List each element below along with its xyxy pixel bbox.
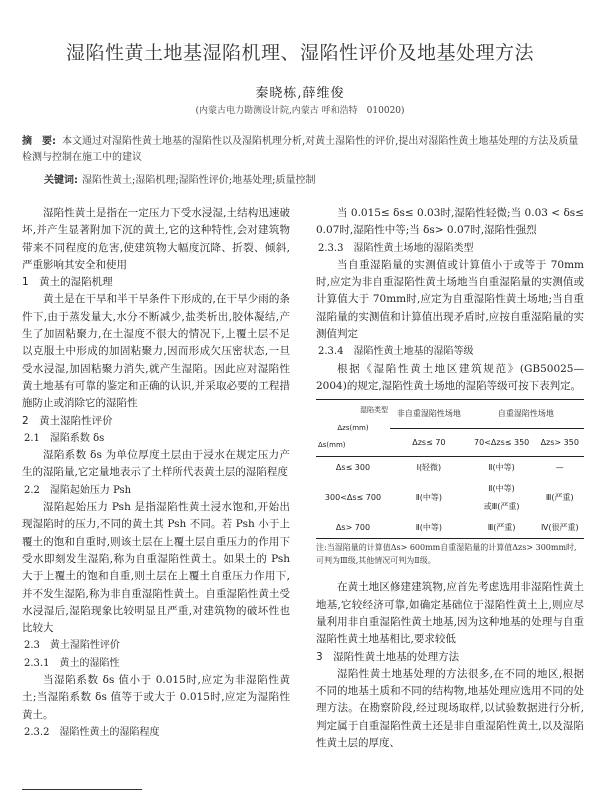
section-2-3-2-heading: 2.3.2 湿陷性黄土的湿陷程度: [24, 726, 160, 738]
section-1-paragraph: 黄土是在干旱和半干旱条件下形成的,在干旱少雨的条件下,由于蒸发量大,水分不断减少,盐类析出,胶体凝结,产生了加固粘聚力,在土湿度不很大的情况下,上覆土层不足以克服土中形成的加固粘聚力,因而形成欠压密状态,一旦受水浸湿,加固粘聚力消失,就产生湿陷。因此应对湿陷性黄土地基有可靠的鉴定和正确的认识,并采取必要的工程措施防止或消除它的湿陷性: [22, 293, 290, 410]
table-cell: Δs> 700: [316, 517, 390, 539]
table-diag-header: [316, 400, 390, 457]
keywords-label: 关键词:: [44, 175, 78, 186]
section-2-2-heading: 2.2 湿陷起始压力 Psh: [24, 484, 132, 496]
section-2-3-3-paragraph: 当自重湿陷量的实测值或计算值小于或等于 70mm时,应定为非自重湿陷性黄土场地当自重湿陷量的实测值或计算值大于 70mm时,应定为自重湿陷性黄土场地;当自重湿陷量的实测值和计算值出现矛盾时,应按自重湿陷量的实测值判定: [316, 258, 584, 341]
section-2-1-heading: 2.1 湿陷系数 δs: [24, 432, 105, 444]
table-cell-line: Ⅱ(中等): [488, 484, 515, 494]
table-cell: Ⅲ(严重): [545, 493, 574, 503]
collapse-grade-table: [316, 399, 584, 539]
table-cell: Ⅰ(轻微): [416, 463, 442, 473]
table-header-type: 湿陷类型: [360, 406, 388, 415]
section-2-3-heading: 2.3 黄土湿陷性评价: [24, 640, 120, 652]
section-2-3-3-heading: 2.3.3 湿陷性黄土场地的湿陷类型: [318, 242, 474, 254]
section-1-heading: 1 黄土的湿陷机理: [22, 276, 113, 289]
left-column: [22, 205, 290, 741]
intro-paragraph: 湿陷性黄土是指在一定压力下受水浸湿,土结构迅速破坏,并产生显著附加下沉的黄土,它的这种特性,会对建筑物带来不同程度的危害,使建筑物大幅度沉降、折裂、倾斜,严重影响其安全和使用: [22, 207, 290, 271]
table-note: 注:当湿陷量的计算值Δs> 600mm自重湿陷量的计算值Δzs> 300mm时,可判为Ⅲ级,其他情况可判为Ⅱ级。: [316, 543, 577, 566]
section-2-3-4-paragraph: 根据《湿陷性黄土地区建筑规范》(GB50025—2004)的规定,湿陷性黄土场地的湿陷等级可按下表判定。: [316, 362, 584, 392]
right-column: [316, 205, 584, 752]
section-2-3-1-heading: 2.3.1 黄土的湿陷性: [24, 657, 120, 669]
table-cell-line: 或Ⅲ(严重): [483, 501, 520, 511]
table-diag-bottom: Δs(mm): [318, 440, 346, 449]
section-2-3-1-paragraph: 当湿陷系数 δs 值小于 0.015时,应定为非湿陷性黄土;当湿陷系数 δs 值等于或大于 0.015时,应定为湿陷性黄土。: [22, 674, 290, 721]
keywords: [44, 171, 584, 186]
authors: 秦晓栋,薛维俊: [255, 86, 345, 101]
table-cell: Ⅱ(中等): [488, 463, 515, 473]
table-cell: [468, 478, 536, 517]
table-cell: Ⅲ(严重): [468, 517, 536, 539]
table-cell: —: [555, 463, 564, 473]
keywords-text: 湿陷性黄土;湿陷机理;湿陷性评价;地基处理;质量控制: [82, 175, 316, 186]
footnote-divider: [22, 789, 142, 790]
section-2-3-2-paragraph: 当 0.015≤ δs≤ 0.03时,湿陷性轻微;当 0.03 < δs≤ 0.07时,湿陷性中等;当 δs> 0.07时,湿陷性强烈: [316, 207, 584, 237]
table-row: [316, 457, 584, 479]
table-cell: Δs≤ 300: [335, 463, 371, 473]
table-cell: Ⅱ(中等): [390, 517, 468, 539]
section-2-2-paragraph: 湿陷起始压力 Psh 是指湿陷性黄土浸水饱和,开始出现湿陷时的压力,不同的黄土其 Psh 不同。若 Psh 小于上覆土的饱和自重时,则该土层在上覆土层自重压力的作用下受水即刻发生湿陷,称为自重湿陷性黄土。如果土的 Psh 大于上覆土的饱和自重,则土层在上覆土自重压力作用下,并不发生湿陷,称为非自重湿陷性黄土。自重湿陷性黄土受水浸湿后,湿陷现象比较明显且严重,对建筑物的破坏性也比较大: [22, 501, 290, 635]
table-cell: Ⅳ(很严重): [536, 517, 584, 539]
section-2-heading: 2 黄土湿陷性评价: [22, 414, 113, 427]
section-3-heading: 3 湿陷性黄土地基的处理方法: [316, 650, 460, 663]
table-header-self: 自重湿陷性场地: [468, 400, 584, 428]
table-col-1: Δzs≤ 70: [390, 428, 468, 456]
section-2-3-4-heading: 2.3.4 湿陷性黄土地基的湿陷等级: [318, 346, 474, 358]
after-table-paragraph: 在黄土地区修建建筑物,应首先考虑选用非湿陷性黄土地基,它较经济可靠,如确定基础位于湿陷性黄土上,则应尽量利用非自重湿陷性黄土地基,因为这种地基的处理与自重湿陷性黄土地基相比,要求较低: [316, 581, 584, 646]
section-3-paragraph: 湿陷性黄土地基处理的方法很多,在不同的地区,根据不同的地基土质和不同的结构物,地基处理应选用不同的处理方法。在勘察阶段,经过现场取样,以试验数据进行分析,判定属于自重湿陷性黄土还是非自重湿陷性黄土,以及湿陷性黄土层的厚度、: [316, 667, 584, 750]
abstract-label: 摘 要:: [22, 136, 56, 147]
table-cell: Ⅱ(中等): [415, 493, 442, 503]
section-2-1-paragraph: 湿陷系数 δs 为单位厚度土层由于浸水在规定压力产生的湿陷量,它定量地表示了土样所代表黄土层的湿陷程度: [22, 449, 290, 479]
table-row: [316, 478, 584, 517]
paper-title: 湿陷性黄土地基湿陷机理、湿陷性评价及地基处理方法: [65, 42, 534, 64]
table-col-3: Δzs> 350: [536, 428, 584, 456]
table-cell: 300<Δs≤ 700: [324, 493, 382, 503]
abstract-text: 本文通过对湿陷性黄土地基的湿陷性以及湿陷机理分析,对黄土湿陷性的评价,提出对湿陷性黄土地基处理的方法及质量检测与控制在施工中的建议: [22, 136, 579, 163]
table-diag-top: Δzs(mm): [337, 423, 369, 432]
table-header-nonself: 非自重湿陷性场地: [390, 400, 468, 428]
abstract: [22, 134, 582, 166]
table-col-2: 70<Δzs≤ 350: [468, 428, 536, 456]
table-row: [316, 517, 584, 539]
affiliation: (内蒙古电力勘测设计院,内蒙古 呼和浩特 010020): [195, 106, 405, 116]
